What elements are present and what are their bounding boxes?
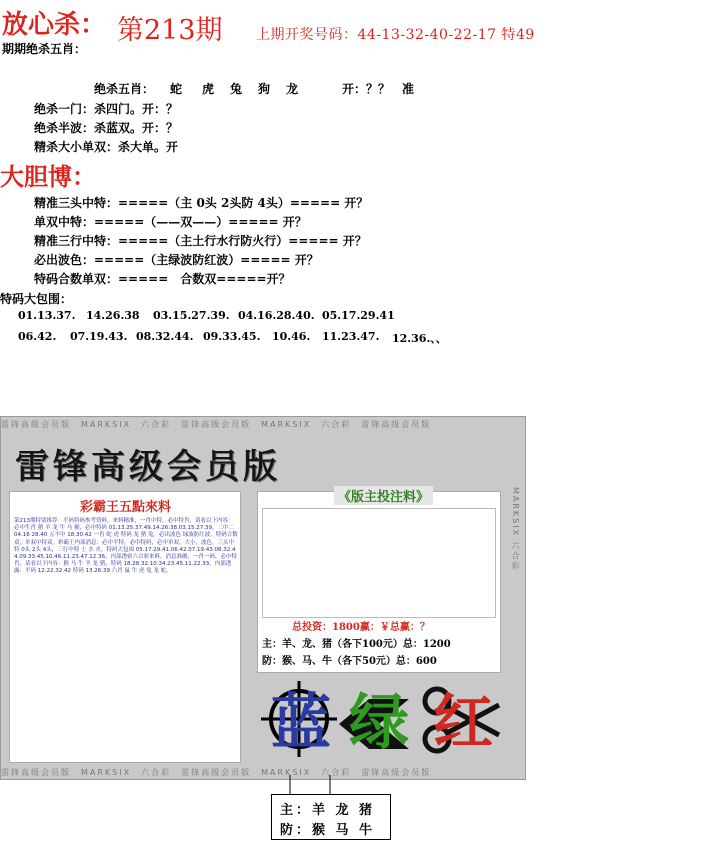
previous-result: 上期开奖号码：44-13-32-40-22-17 特49: [256, 27, 535, 43]
bold-line-3: 精准三行中特：=====（主土行水行防火行）===== 开？: [34, 234, 367, 248]
kill-line-1: 绝杀一门：杀四门。开：？: [34, 102, 179, 116]
kill-line-2: 绝杀半波：杀蓝双。开：？: [34, 121, 179, 135]
package-row1-cell: 01.13.37.: [18, 309, 76, 322]
kill-zodiac-3: 兔: [230, 82, 243, 96]
bet-total: 总投资：1800赢：￥总赢：？: [292, 622, 430, 633]
kill-zodiac-2: 虎: [202, 82, 215, 96]
glyph-green: 绿: [349, 688, 409, 758]
package-row1-cell: 04.16.28.40.: [238, 309, 315, 322]
legend-box: [271, 794, 391, 840]
poster-image: [0, 416, 526, 780]
poster-right-title: 《版主投注料》: [334, 486, 433, 505]
issue-number: 第213期: [117, 15, 223, 46]
package-row2-cell: 09.33.45.: [203, 330, 261, 343]
poster-bottom-stripe: 雷锋高级会员版 MARKSIX 六合彩 雷锋高级会员版 MARKSIX 六合彩 雷锋高级会员版: [1, 768, 432, 777]
kill-five-zodiac-result: 开：？？ 准: [342, 82, 415, 96]
kill-zodiac-5: 龙: [286, 82, 299, 96]
poster-left-panel: [9, 491, 241, 763]
package-row2-cell: 12.36.、、: [392, 332, 447, 345]
poster-brand: 雷锋高级会员版: [15, 447, 281, 487]
poster-right-panel: [257, 491, 501, 673]
subtitle: 期期绝杀五肖：: [2, 42, 87, 56]
package-row1-cell: 05.17.29.41: [322, 309, 395, 322]
kill-zodiac-1: 蛇: [170, 82, 183, 96]
package-row1-cell: 03.15.27.39.: [153, 309, 230, 322]
poster-right-blank: [262, 508, 496, 618]
legend-guard: 防：猴 马 牛: [280, 823, 376, 838]
package-row2-cell: 07.19.43.: [70, 330, 128, 343]
poster-top-stripe: 雷锋高级会员版 MARKSIX 六合彩 雷锋高级会员版 MARKSIX 六合彩 雷锋高级会员版: [1, 420, 432, 429]
package-row2-cell: 06.42.: [18, 330, 57, 343]
bet-main: 主：羊、龙、猪（各下100元）总：1200: [262, 639, 451, 650]
package-row2-cell: 08.32.44.: [136, 330, 194, 343]
bold-line-2: 单双中特：=====（——双——）===== 开？: [34, 215, 307, 229]
kill-five-zodiac-label: 绝杀五肖：: [94, 82, 155, 96]
poster-vertical-mark: MARKSIX 六合彩: [511, 487, 520, 572]
package-row1-cell: 14.26.38: [86, 309, 140, 322]
glyph-red: 红: [433, 688, 493, 758]
package-row2-cell: 11.23.47.: [322, 330, 380, 343]
poster-left-title: 彩霸王五點來料: [80, 500, 172, 515]
package-title: 特码大包围：: [0, 292, 73, 306]
bold-line-4: 必出波色：=====（主绿波防红波）===== 开？: [34, 253, 319, 267]
legend-main: 主：羊 龙 猪: [280, 803, 376, 818]
bold-line-5: 特码合数单双：===== 合数双=====开？: [34, 272, 291, 286]
glyph-blue: 蓝: [271, 688, 331, 758]
poster-left-text: 第213期特别推荐：平码特码参考资料，来料精准，一肖中特，必中特肖，请看以下内容：必中生肖 猪 羊 龙 牛 马 猴，必中特码 01.13.25.37.49.14.26.38.03.15.27.39，二中二 04.16 28.40 五不中 18.30.42 一肖 蛇 虎 特码 龙 猪 兔。必出波色 绿波防红波，特码合数双，单双中特双。彩霸王内部消息：必中平特，必中特码，必中单双，大小，波色，三头中特 0头 2头 4头，三行中特 土 水 火。特码大包围 05.17.29.41.06.42.07.19.43.08.32.44.09.33.45.10.46.11.23.47.12.36。内部透密六合彩来料，消息准确，一肖一码，必中特肖，请看以下内容：猴 马 牛 羊 龙 猪，特码 18.28.32.10.34.23.45.11.22.33。内部透露：平码 12.22.32.42 特码 13.26.39 六肖 鼠 牛 虎 兔 龙 蛇。: [14, 518, 238, 575]
bet-guard: 防：猴、马、牛（各下50元）总：600: [262, 656, 437, 667]
page-title: 放心杀：: [2, 10, 107, 40]
kill-zodiac-4: 狗: [258, 82, 271, 96]
bold-section-title: 大胆博：: [0, 162, 96, 191]
bold-line-1: 精准三头中特：=====（主 0头 2头防 4头）===== 开？: [34, 196, 369, 210]
package-row2-cell: 10.46.: [272, 330, 311, 343]
kill-line-3: 精杀大小单双：杀大单。开: [34, 140, 179, 154]
